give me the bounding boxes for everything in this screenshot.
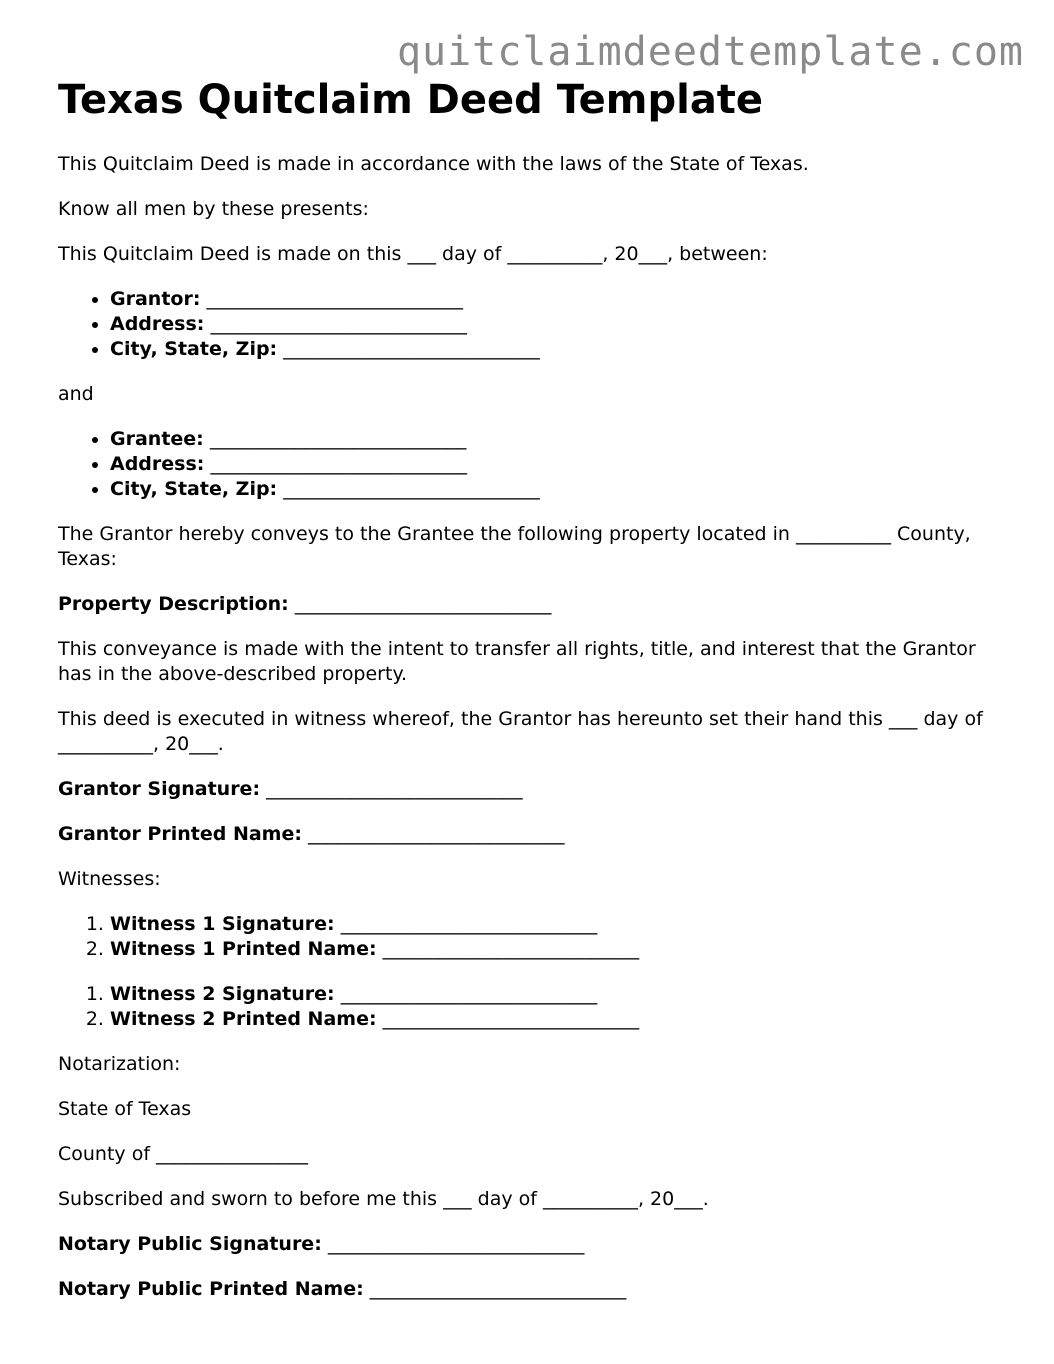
blank-line: ___________________________ — [382, 1008, 640, 1030]
executed-paragraph: This deed is executed in witness whereof, the Grantor has hereunto set their hand this ___ day of __________, 20___. — [58, 708, 983, 755]
blank-line: ___________________________ — [294, 593, 552, 615]
list-item — [110, 337, 998, 362]
field-label: City, State, Zip: — [110, 338, 278, 360]
blank-line: ___________________________ — [340, 983, 598, 1005]
blank-line: ___________________________ — [283, 338, 540, 360]
field-label: Grantee: — [110, 428, 204, 450]
list-item — [110, 287, 998, 312]
grantor-list — [58, 287, 998, 362]
field-label: Notary Public Signature: — [58, 1233, 322, 1255]
made-on-paragraph: This Quitclaim Deed is made on this ___ day of __________, 20___, between: — [58, 243, 768, 265]
state-text: State of Texas — [58, 1098, 192, 1120]
blank-line: ___________________________ — [209, 428, 467, 450]
list-item — [110, 477, 998, 502]
list-item — [110, 937, 998, 962]
notary-printed-name — [58, 1277, 998, 1302]
page-title: Texas Quitclaim Deed Template — [58, 77, 764, 123]
witness-2-list — [58, 982, 998, 1032]
list-item — [110, 982, 998, 1007]
blank-line: ___________________________ — [210, 453, 467, 475]
property-description — [58, 592, 998, 617]
field-label: Property Description: — [58, 593, 289, 615]
watermark: quitclaimdeedtemplate.com — [396, 29, 1024, 75]
conveys-paragraph: The Grantor hereby conveys to the Grantee the following property located in __________ County, Texas: — [58, 523, 971, 570]
list-item — [110, 1007, 998, 1032]
blank-line: ___________________________ — [340, 913, 598, 935]
blank-line: ___________________________ — [283, 478, 540, 500]
field-label: Witness 1 Signature: — [110, 913, 335, 935]
field-label: Notary Public Printed Name: — [58, 1278, 364, 1300]
field-label: Grantor Signature: — [58, 778, 261, 800]
field-label: City, State, Zip: — [110, 478, 278, 500]
know-all-paragraph: Know all men by these presents: — [58, 198, 369, 220]
grantor-printed-name — [58, 822, 998, 847]
subscribed-paragraph: Subscribed and sworn to before me this ___ day of __________, 20___. — [58, 1188, 709, 1210]
witnesses-heading: Witnesses: — [58, 868, 161, 890]
and-text: and — [58, 383, 94, 405]
field-label: Address: — [110, 313, 205, 335]
intent-paragraph: This conveyance is made with the intent to transfer all rights, title, and interest that the Grantor has in the above-described property. — [58, 638, 976, 685]
field-label: Witness 2 Signature: — [110, 983, 335, 1005]
intro-paragraph: This Quitclaim Deed is made in accordance with the laws of the State of Texas. — [58, 153, 809, 175]
document — [58, 76, 998, 1322]
notary-signature — [58, 1232, 998, 1257]
grantee-list — [58, 427, 998, 502]
field-label: Grantor: — [110, 288, 201, 310]
field-label: Witness 1 Printed Name: — [110, 938, 377, 960]
field-label: Address: — [110, 453, 205, 475]
notarization-heading: Notarization: — [58, 1053, 181, 1075]
list-item — [110, 452, 998, 477]
blank-line: ___________________________ — [308, 823, 565, 845]
county-text: County of ________________ — [58, 1143, 309, 1165]
blank-line: ___________________________ — [382, 938, 640, 960]
field-label: Witness 2 Printed Name: — [110, 1008, 377, 1030]
list-item — [110, 912, 998, 937]
list-item — [110, 312, 998, 337]
field-label: Grantor Printed Name: — [58, 823, 302, 845]
blank-line: ___________________________ — [327, 1233, 585, 1255]
blank-line: ___________________________ — [210, 313, 467, 335]
list-item — [110, 427, 998, 452]
witness-1-list — [58, 912, 998, 962]
blank-line: ___________________________ — [266, 778, 523, 800]
grantor-signature — [58, 777, 998, 802]
blank-line: ___________________________ — [206, 288, 463, 310]
blank-line: ___________________________ — [369, 1278, 627, 1300]
